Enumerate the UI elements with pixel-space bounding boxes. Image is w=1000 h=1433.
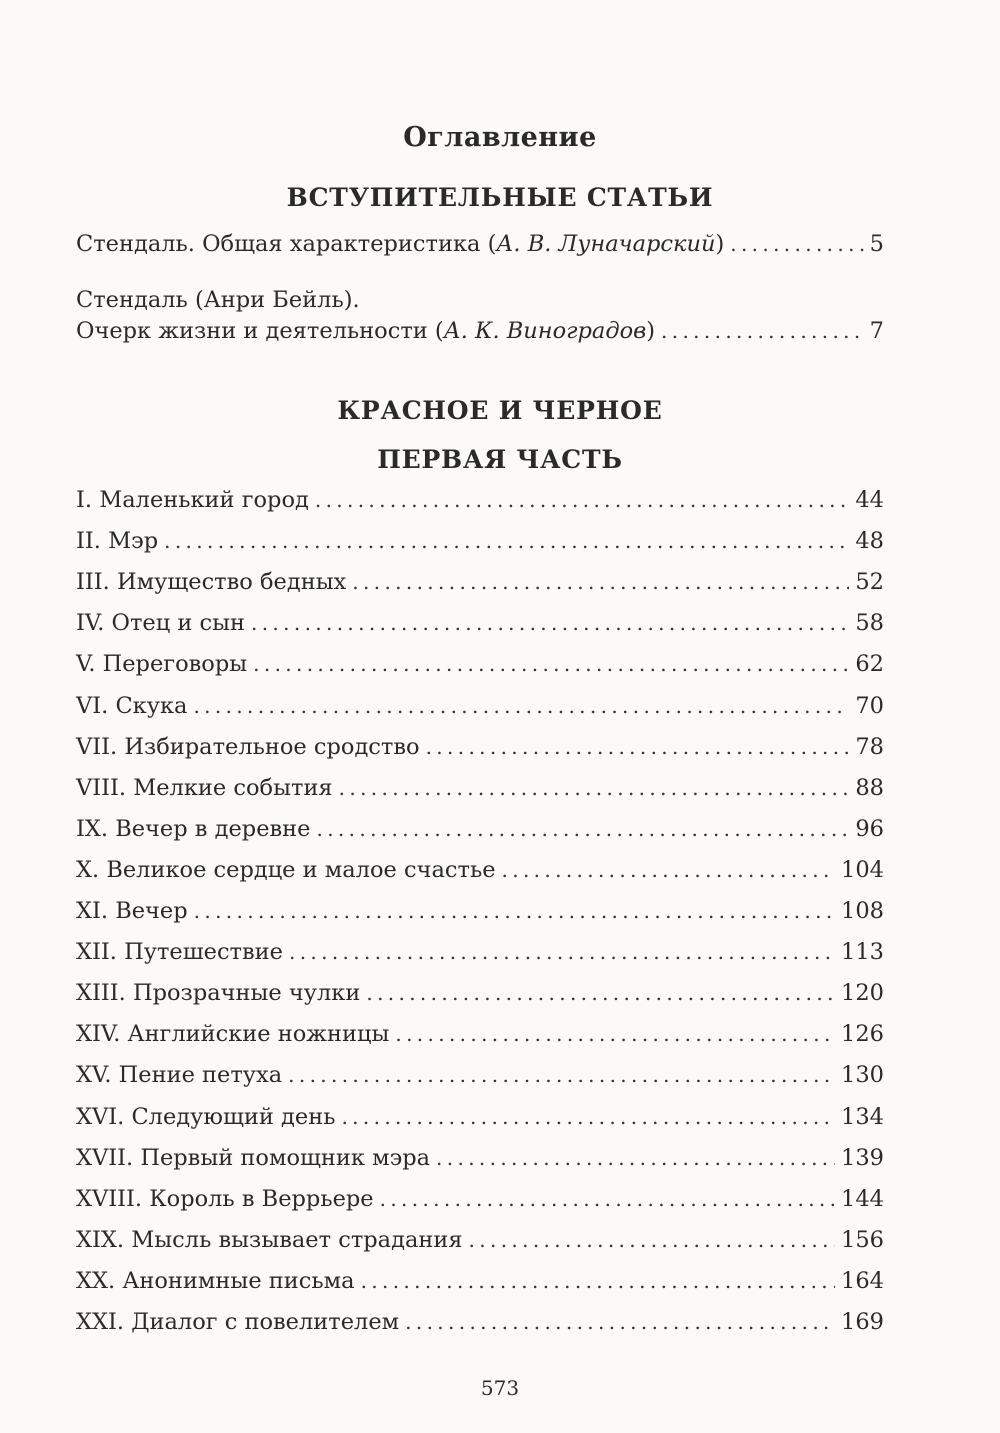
toc-chapter-row xyxy=(76,978,884,1008)
dot-leader xyxy=(341,1102,835,1132)
toc-chapter-row xyxy=(76,526,884,556)
chapter-page: 134 xyxy=(841,1103,884,1130)
entry-text: Стендаль. Общая характеристика ( xyxy=(76,231,497,257)
chapter-title: VI. Скука xyxy=(76,692,188,719)
dot-leader xyxy=(405,1307,835,1337)
chapter-title: XI. Вечер xyxy=(76,898,188,924)
chapter-page: 113 xyxy=(841,939,884,966)
dot-leader xyxy=(361,1266,835,1296)
dot-leader xyxy=(502,855,836,885)
entry-text: Очерк жизни и деятельности ( xyxy=(76,318,444,344)
chapter-title: II. Мэр xyxy=(76,528,159,555)
dot-leader xyxy=(380,1184,835,1214)
chapter-title: V. Переговоры xyxy=(76,651,248,678)
chapter-title: XII. Путешествие xyxy=(76,939,283,966)
chapter-page: 96 xyxy=(855,815,884,842)
dot-leader xyxy=(730,229,863,259)
dot-leader xyxy=(194,896,835,926)
chapter-page: 70 xyxy=(855,692,884,719)
section-title-novel: КРАСНОЕ И ЧЕРНОЕ xyxy=(337,396,663,425)
toc-chapter-row xyxy=(76,732,884,762)
dot-leader xyxy=(469,1225,836,1255)
dot-leader xyxy=(288,1060,835,1090)
chapter-title: XVII. Первый помощник мэра xyxy=(76,1144,431,1171)
chapter-page: 78 xyxy=(855,733,884,760)
dot-leader xyxy=(315,485,850,515)
chapter-title: XV. Пение петуха xyxy=(76,1062,283,1089)
toc-entry-intro-2 xyxy=(76,316,884,346)
toc-chapter-row xyxy=(76,855,884,885)
chapter-page: 44 xyxy=(855,487,884,513)
entry-author: А. К. Виноградов xyxy=(443,318,647,344)
chapter-page: 108 xyxy=(841,898,884,924)
toc-chapter-row xyxy=(76,896,884,926)
chapter-title: XIV. Английские ножницы xyxy=(76,1021,390,1048)
chapter-page: 58 xyxy=(855,610,884,637)
dot-leader xyxy=(289,937,835,967)
dot-leader xyxy=(395,1019,835,1049)
toc-chapter-row xyxy=(76,1143,884,1173)
toc-chapter-row xyxy=(76,567,884,597)
page-title: Оглавление xyxy=(403,122,597,153)
toc-chapter-row xyxy=(76,1307,884,1337)
dot-leader xyxy=(339,773,850,803)
dot-leader xyxy=(193,691,849,721)
chapter-title: X. Великое сердце и малое счастье xyxy=(76,856,496,883)
dot-leader xyxy=(661,316,864,346)
toc-entry-intro-2-line1: Стендаль (Анри Бейль). xyxy=(76,287,360,313)
toc-chapter-row xyxy=(76,691,884,721)
page-number: 573 xyxy=(480,1376,520,1400)
chapter-page: 164 xyxy=(841,1267,884,1294)
dot-leader xyxy=(164,526,849,556)
dot-leader xyxy=(436,1143,835,1173)
dot-leader xyxy=(426,732,850,762)
chapter-title: XIII. Прозрачные чулки xyxy=(76,980,361,1007)
dot-leader xyxy=(251,608,849,638)
chapter-page: 52 xyxy=(855,569,884,596)
chapter-title: XIX. Мысль вызывает страдания xyxy=(76,1226,463,1253)
chapter-title: XVIII. Король в Веррьере xyxy=(76,1185,374,1212)
chapter-page: 144 xyxy=(841,1185,884,1212)
entry-close-paren: ) xyxy=(646,318,656,344)
dot-leader xyxy=(253,649,849,679)
toc-chapter-row xyxy=(76,937,884,967)
chapter-page: 169 xyxy=(841,1309,884,1335)
chapter-title: IV. Отец и сын xyxy=(76,610,245,637)
chapter-title: XXI. Диалог с повелителем xyxy=(76,1309,400,1335)
toc-entry-page: 7 xyxy=(869,318,884,344)
toc-chapter-row xyxy=(76,608,884,638)
dot-leader xyxy=(352,567,849,597)
toc-entry-label xyxy=(76,229,724,259)
toc-chapter-row xyxy=(76,1225,884,1255)
chapter-page: 130 xyxy=(841,1062,884,1089)
toc-chapter-row xyxy=(76,1019,884,1049)
toc-chapter-row xyxy=(76,1184,884,1214)
chapter-title: XX. Анонимные письма xyxy=(76,1267,355,1294)
chapter-title: VIII. Мелкие события xyxy=(76,774,333,801)
chapter-page: 126 xyxy=(841,1021,884,1048)
toc-chapter-row xyxy=(76,1102,884,1132)
chapter-page: 62 xyxy=(855,651,884,678)
toc-chapter-row xyxy=(76,485,884,515)
toc-chapter-row xyxy=(76,649,884,679)
chapter-title: IX. Вечер в деревне xyxy=(76,815,311,842)
toc-chapter-row xyxy=(76,773,884,803)
dot-leader xyxy=(317,814,850,844)
chapter-page: 139 xyxy=(841,1144,884,1171)
section-title-intro: ВСТУПИТЕЛЬНЫЕ СТАТЬИ xyxy=(286,183,714,212)
chapter-page: 88 xyxy=(855,774,884,801)
toc-chapter-row xyxy=(76,1266,884,1296)
dot-leader xyxy=(366,978,835,1008)
toc-entry-intro-1 xyxy=(76,229,884,259)
chapter-title: XVI. Следующий день xyxy=(76,1103,336,1130)
chapter-title: VII. Избирательное сродство xyxy=(76,733,420,760)
entry-close-paren: ) xyxy=(715,231,725,257)
chapter-page: 120 xyxy=(841,980,884,1007)
chapter-page: 156 xyxy=(841,1226,884,1253)
chapter-page: 104 xyxy=(841,856,884,883)
chapter-title: I. Маленький город xyxy=(76,487,309,513)
section-title-part: ПЕРВАЯ ЧАСТЬ xyxy=(377,445,623,474)
chapter-page: 48 xyxy=(855,528,884,555)
chapter-title: III. Имущество бедных xyxy=(76,569,347,596)
toc-chapter-row xyxy=(76,1060,884,1090)
toc-entry-page: 5 xyxy=(869,231,884,257)
toc-entry-label xyxy=(76,316,655,346)
toc-chapter-row xyxy=(76,814,884,844)
entry-author: А. В. Луначарский xyxy=(496,231,716,257)
